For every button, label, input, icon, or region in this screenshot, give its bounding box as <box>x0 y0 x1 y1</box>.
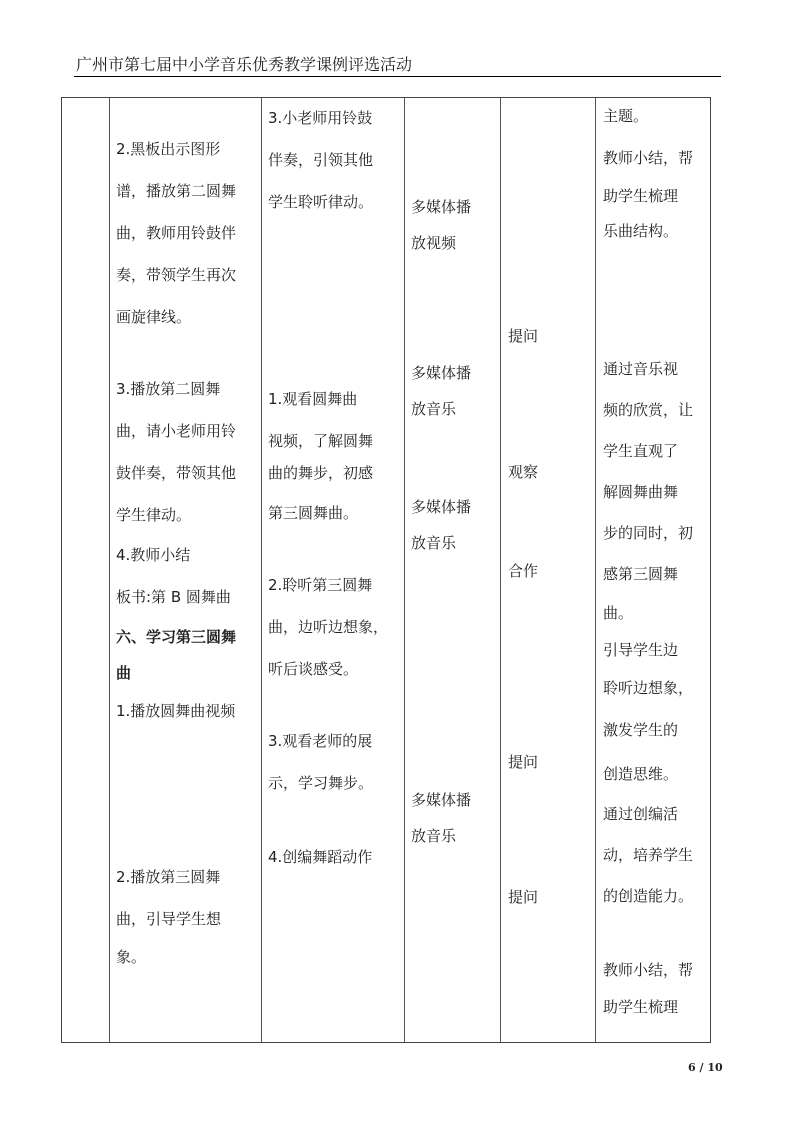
teacher-activity-line: 2.播放第三圆舞 <box>116 868 221 886</box>
student-activity-line: 学生聆听律动。 <box>268 193 374 211</box>
media-line: 多媒体播 <box>411 198 472 216</box>
column-divider <box>500 98 501 1042</box>
design-intent-line: 步的同时，初 <box>603 524 694 542</box>
media-line: 放视频 <box>411 234 457 252</box>
design-intent-line: 动，培养学生 <box>603 846 694 864</box>
design-intent-line: 主题。 <box>603 107 649 125</box>
teacher-activity-line: 鼓伴奏，带领其他 <box>116 464 237 482</box>
column-divider <box>404 98 405 1042</box>
design-intent-line: 通过创编活 <box>603 805 679 823</box>
media-line: 多媒体播 <box>411 364 472 382</box>
teacher-activity-line: 曲，引导学生想 <box>116 910 222 928</box>
student-activity-line: 3.小老师用铃鼓 <box>268 109 373 127</box>
teacher-activity-line: 曲，教师用铃鼓伴 <box>116 224 237 242</box>
teacher-activity-line: 奏，带领学生再次 <box>116 266 237 284</box>
design-intent-line: 通过音乐视 <box>603 360 679 378</box>
document-header: 广州市第七届中小学音乐优秀教学课例评选活动 <box>76 55 413 74</box>
teacher-activity-line: 2.黑板出示图形 <box>116 140 221 158</box>
method-label: 提问 <box>508 888 539 906</box>
design-intent-line: 频的欣赏，让 <box>603 401 694 419</box>
method-label: 观察 <box>508 463 539 481</box>
column-divider <box>261 98 262 1042</box>
student-activity-line: 曲的舞步，初感 <box>268 464 374 482</box>
teacher-activity-line: 1.播放圆舞曲视频 <box>116 702 236 720</box>
design-intent-line: 激发学生的 <box>603 721 679 739</box>
teacher-activity-line: 曲，请小老师用铃 <box>116 422 237 440</box>
teacher-activity-line: 学生律动。 <box>116 506 192 524</box>
design-intent-line: 助学生梳理 <box>603 998 679 1016</box>
section-heading: 六、学习第三圆舞 <box>116 628 237 646</box>
column-divider <box>109 98 110 1042</box>
student-activity-line: 伴奏，引领其他 <box>268 151 374 169</box>
lesson-plan-table <box>61 97 711 1043</box>
column-divider <box>595 98 596 1042</box>
student-activity-line: 曲，边听边想象， <box>268 618 389 636</box>
method-label: 提问 <box>508 327 539 345</box>
teacher-activity-line: 画旋律线。 <box>116 308 192 326</box>
student-activity-line: 第三圆舞曲。 <box>268 504 359 522</box>
student-activity-line: 4.创编舞蹈动作 <box>268 848 373 866</box>
design-intent-line: 引导学生边 <box>603 641 679 659</box>
design-intent-line: 学生直观了 <box>603 442 679 460</box>
teacher-activity-line: 谱，播放第二圆舞 <box>116 182 237 200</box>
design-intent-line: 曲。 <box>603 604 634 622</box>
design-intent-line: 创造思维。 <box>603 765 679 783</box>
student-activity-line: 2.聆听第三圆舞 <box>268 576 373 594</box>
design-intent-line: 聆听边想象， <box>603 679 694 697</box>
method-label: 合作 <box>508 562 539 580</box>
section-heading: 曲 <box>116 664 132 682</box>
media-line: 放音乐 <box>411 534 457 552</box>
student-activity-line: 听后谈感受。 <box>268 660 359 678</box>
design-intent-line: 教师小结，帮 <box>603 961 694 979</box>
design-intent-line: 解圆舞曲舞 <box>603 483 679 501</box>
teacher-activity-line: 板书:第 B 圆舞曲 <box>116 588 231 606</box>
student-activity-line: 3.观看老师的展 <box>268 732 373 750</box>
page-number: 6 / 10 <box>688 1061 723 1074</box>
student-activity-line: 示，学习舞步。 <box>268 774 374 792</box>
media-line: 多媒体播 <box>411 498 472 516</box>
student-activity-line: 1.观看圆舞曲 <box>268 390 358 408</box>
teacher-activity-line: 4.教师小结 <box>116 546 191 564</box>
teacher-activity-line: 象。 <box>116 948 147 966</box>
media-line: 多媒体播 <box>411 791 472 809</box>
design-intent-line: 的创造能力。 <box>603 887 694 905</box>
design-intent-line: 教师小结，帮 <box>603 149 694 167</box>
design-intent-line: 乐曲结构。 <box>603 222 679 240</box>
teacher-activity-line: 3.播放第二圆舞 <box>116 380 221 398</box>
method-label: 提问 <box>508 753 539 771</box>
media-line: 放音乐 <box>411 827 457 845</box>
design-intent-line: 助学生梳理 <box>603 187 679 205</box>
media-line: 放音乐 <box>411 400 457 418</box>
header-rule <box>74 76 721 77</box>
student-activity-line: 视频，了解圆舞 <box>268 432 374 450</box>
design-intent-line: 感第三圆舞 <box>603 565 679 583</box>
